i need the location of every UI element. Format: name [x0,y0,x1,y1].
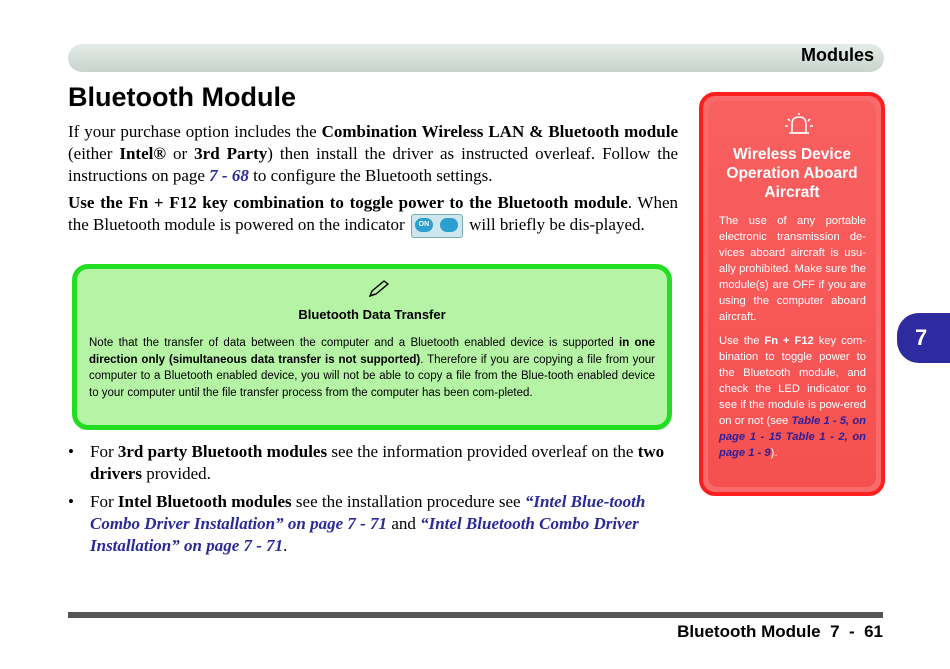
note-text-part: . Therefore if you are copying a file from your computer to a Bluetooth enabled device, you will not be able to copy a file from the Blue-tooth enabled device to your computer until the file transfer process from the computer has been com-pleted. [89,353,655,399]
bullet-text: see the information provided overleaf on the [327,442,638,461]
page-title: Bluetooth Module [68,82,296,112]
toggle-text: . When the Bluetooth module is powered on the indicator [68,193,678,234]
bullet-list [68,441,680,563]
footer-page-label: Bluetooth Module 7 - 61 [677,622,883,641]
note-bold-text: in one direction only (simultaneous data transfer is not supported) [89,337,655,366]
warning-bold: Fn + F12 [764,335,814,347]
note-text [89,335,655,401]
intro-bold-intel: Intel® [119,144,167,163]
list-item [68,491,680,557]
page-link[interactable]: 7 - 68 [209,166,249,185]
intro-text: to configure the Bluetooth settings. [248,166,493,185]
note-box [72,264,672,430]
warning-text [719,333,866,461]
bluetooth-indicator-icon [411,214,463,238]
warning-inner [708,101,876,487]
intro-text: ) then install the driver as instructed overleaf. Follow the instructions on page [68,144,678,185]
bullet-bold: two drivers [90,442,665,483]
warning-bell-icon [784,111,814,139]
intro-bold-module: Combination Wireless LAN & Bluetooth module [321,122,678,141]
bullet-text: For [90,442,118,461]
warning-text-part: Use the [719,335,765,347]
pencil-icon [367,279,391,299]
section-title: Modules [800,45,874,65]
warning-title: Wireless Device Operation Aboard Aircraft [726,146,858,201]
chapter-tab[interactable]: 7 [897,313,950,363]
bullet-text: see the installation procedure see [291,492,525,511]
intro-paragraph [68,121,678,187]
driver-installation-link[interactable]: “Intel Blue-tooth Combo Driver Installation” on page 7 - 71 [90,492,646,533]
indicator-on-label: ON [415,218,433,232]
table-link[interactable]: Table 1 - 5, on page 1 - 15 Table 1 - 2, on page 1 - 9 [719,415,867,459]
bullet-bold: Intel Bluetooth modules [117,492,292,511]
bullet-dot: • [68,442,74,461]
intro-text: (either [68,144,120,163]
warning-text-part: key com-bination to toggle power to the Bluetooth module, and check the LED indicator to see if the module is pow-ered on or not (see [719,335,866,427]
note-title: Bluetooth Data Transfer [298,307,446,322]
footer-bar [68,612,883,618]
toggle-paragraph [68,192,678,238]
bullet-bold: 3rd party Bluetooth modules [117,442,328,461]
bullet-text: and [387,514,421,533]
intro-text: If your purchase option includes the [68,122,322,141]
intro-bold-3rd-party: 3rd Party [194,144,268,163]
header-bar [68,44,884,72]
warning-text: The use of any portable electronic transmission de-vices aboard aircraft is usu-ally prohibited. Make sure the module(s) are OFF if you are using the computer aboard aircraft. [719,215,866,323]
note-text-part: Note that the transfer of data between the computer and a Bluetooth enabled device is supported [89,337,620,349]
bullet-text: provided. [141,464,211,483]
toggle-bold-text: Use the Fn + F12 key combination to toggle power to the Bluetooth module [68,193,628,212]
driver-installation-link[interactable]: “Intel Bluetooth Combo Driver Installation” on page 7 - 71 [90,514,639,555]
list-item [68,441,680,485]
warning-box [699,92,885,496]
bullet-dot: • [68,492,74,511]
warning-text-part: ). [770,447,778,459]
wireless-wave-icon [440,218,458,232]
bullet-text: For [90,492,118,511]
toggle-text: will briefly be dis-played. [464,215,645,234]
intro-text: or [166,144,195,163]
bullet-text: . [283,536,288,555]
